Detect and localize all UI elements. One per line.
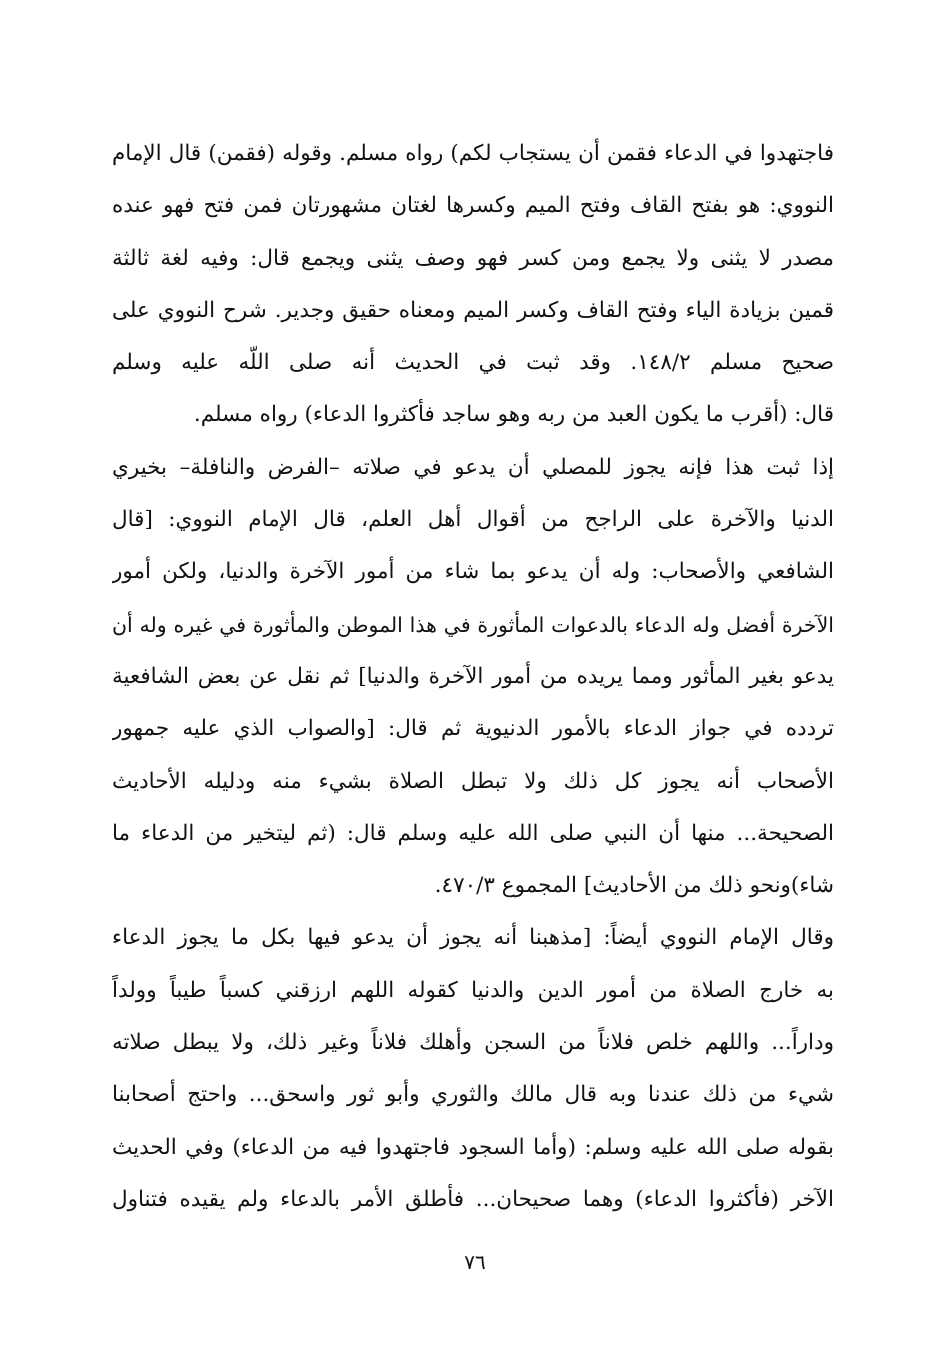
text-line: قمين بزيادة الياء وفتح القاف وكسر الميم ومعناه حقيق وجدير. شرح النووي على: [112, 297, 834, 323]
text-line: النووي: هو بفتح القاف وفتح الميم وكسرها لغتان مشهورتان فمن فتح فهو عنده: [112, 193, 834, 219]
text-line: وقال الإمام النووي أيضاً: [مذهبنا أنه يجوز أن يدعو فيها بكل ما يجوز الدعاء: [112, 925, 834, 951]
text-line: به خارج الصلاة من أمور الدين والدنيا كقوله اللهم ارزقني كسباً طيباً وولداً: [112, 977, 834, 1003]
text-line: قال: (أقرب ما يكون العبد من ربه وهو ساجد فأكثروا الدعاء) رواه مسلم.: [193, 402, 834, 428]
text-line: يدعو بغير المأثور ومما يريده من أمور الآخرة والدنيا] ثم نقل عن بعض الشافعية: [112, 663, 834, 689]
text-line: الدنيا والآخرة على الراجح من أقوال أهل العلم، قال الإمام النووي: [قال: [112, 507, 834, 533]
text-line: الأصحاب أنه يجوز كل ذلك ولا تبطل الصلاة بشيء منه ودليله الأحاديث: [112, 768, 834, 794]
text-line: الشافعي والأصحاب: وله أن يدعو بما شاء من أمور الآخرة والدنيا، ولكن أمور: [112, 559, 834, 585]
text-line: تردده في جواز الدعاء بالأمور الدنيوية ثم قال: [والصواب الذي عليه جمهور: [112, 716, 834, 742]
text-line: فاجتهدوا في الدعاء فقمن أن يستجاب لكم) رواه مسلم. وقوله (فقمن) قال الإمام: [112, 141, 834, 166]
text-line: بقوله صلى الله عليه وسلم: (وأما السجود فاجتهدوا فيه من الدعاء) وفي الحديث: [112, 1134, 834, 1160]
text-line: الصحيحة... منها أن النبي صلى الله عليه وسلم قال: (ثم ليتخير من الدعاء ما: [112, 820, 834, 846]
text-line: مصدر لا يثنى ولا يجمع ومن كسر فهو وصف يثنى ويجمع قال: وفيه لغة ثالثة: [112, 245, 834, 271]
text-line: شاء)ونحو ذلك من الأحاديث] المجموع ٤٧٠/٣.: [434, 873, 834, 899]
body-text: [112, 128, 834, 1226]
text-line: الآخر (فأكثروا الدعاء) وهما صحيحان... فأطلق الأمر بالدعاء ولم يقيده فتناول: [112, 1186, 834, 1212]
text-line: شيء من ذلك عندنا وبه قال مالك والثوري وأبو ثور واسحق... واحتج أصحابنا: [112, 1082, 834, 1108]
text-line: صحيح مسلم ١٤٨/٢. وقد ثبت في الحديث أنه صلى اللّه عليه وسلم: [112, 350, 834, 376]
text-line: وداراً... واللهم خلص فلاناً من السجن وأهلك فلاناً وغير ذلك، ولا يبطل صلاته: [112, 1030, 834, 1056]
page-number: ٧٦: [464, 1250, 486, 1274]
text-line: الآخرة أفضل وله الدعاء بالدعوات المأثورة في هذا الموطن والمأثورة في غيره وله أن: [112, 612, 834, 637]
text-line: إذا ثبت هذا فإنه يجوز للمصلي أن يدعو في صلاته –الفرض والنافلة– بخيري: [112, 454, 834, 480]
